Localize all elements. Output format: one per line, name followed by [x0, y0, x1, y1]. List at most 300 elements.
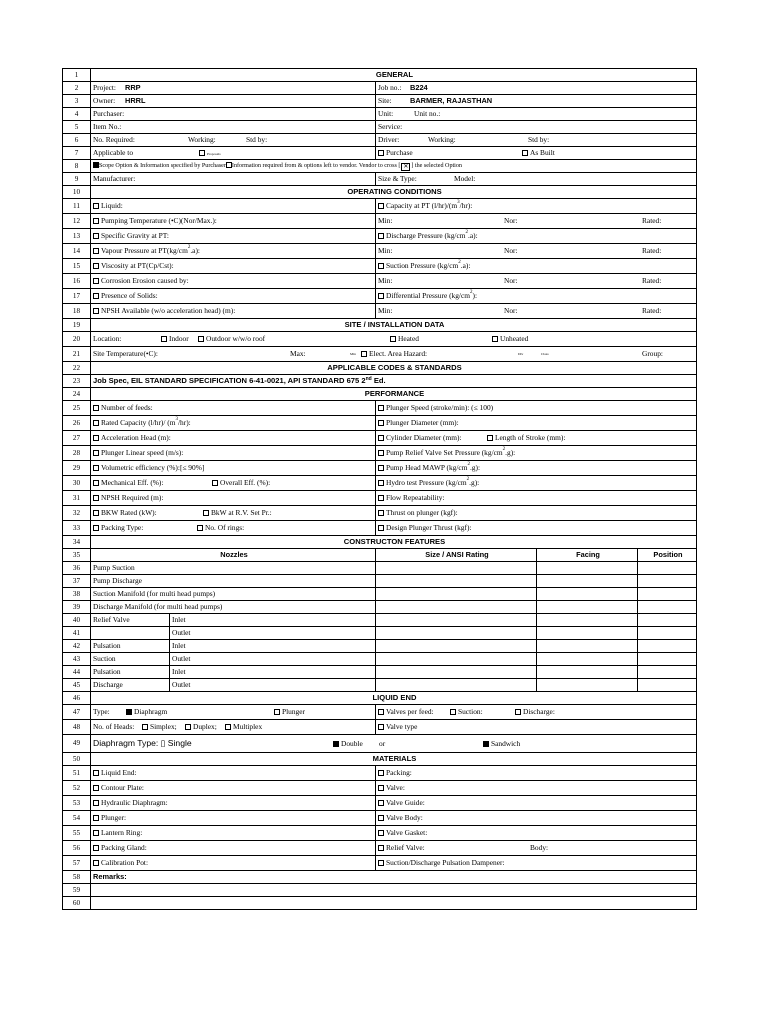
remarks-line[interactable]: [91, 897, 696, 909]
bkw-field[interactable]: [91, 506, 376, 520]
no-of-rings-option[interactable]: No. Of rings:: [197, 521, 244, 535]
thrust-on-plunger-field[interactable]: Thrust on plunger (kgf):: [376, 506, 696, 520]
row-number: 55: [63, 826, 91, 840]
nozzle-pulsation-suction: Pulsation: [91, 640, 170, 652]
row-58: [63, 871, 696, 884]
diaphragm-option[interactable]: Diaphragm: [126, 705, 167, 719]
checkbox-icon[interactable]: [378, 800, 384, 806]
row-number: 34: [63, 536, 91, 548]
size-cell[interactable]: [376, 601, 537, 613]
position-cell[interactable]: [638, 627, 696, 639]
row-number: 38: [63, 588, 91, 600]
row-number: 16: [63, 274, 91, 288]
position-cell[interactable]: [638, 666, 696, 678]
min-label: Min:: [378, 276, 393, 285]
checkbox-icon[interactable]: [378, 420, 384, 426]
section-header-codes-standards: APPLICABLE CODES & STANDARDS: [327, 363, 462, 372]
std-by-label: Std by:: [246, 135, 268, 144]
row-15: [63, 259, 696, 274]
packing-field[interactable]: [91, 521, 376, 535]
row-number: 53: [63, 796, 91, 810]
size-cell[interactable]: [376, 627, 537, 639]
remarks-label[interactable]: Remarks:: [93, 872, 127, 881]
rated-label: Rated:: [642, 216, 662, 225]
overall-eff-option[interactable]: Overall Eff. (%):: [212, 476, 270, 490]
indoor-option[interactable]: Indoor: [161, 332, 189, 346]
differential-range-field[interactable]: [376, 304, 696, 318]
size-cell[interactable]: [376, 679, 537, 691]
row-number: 43: [63, 653, 91, 665]
row-32: [63, 506, 696, 521]
liquid-label: Liquid:: [101, 201, 123, 210]
suction-pressure-field[interactable]: Suction Pressure $(kg/cm^2.a)$:: [376, 259, 696, 273]
pulsation-dampener-field[interactable]: Suction/Discharge Pulsation Dampener:: [376, 856, 696, 870]
checkbox-icon[interactable]: [199, 150, 205, 156]
discharge-range-field[interactable]: [376, 244, 696, 258]
outdoor-option[interactable]: Outdoor w/w/o roof: [198, 332, 265, 346]
discharge-pressure-field[interactable]: Discharge Pressure $(kg/cm^2.a)$:: [376, 229, 696, 243]
checkbox-icon[interactable]: [378, 150, 384, 156]
nor-label: Nor:: [504, 306, 518, 315]
nozzle-inlet: Inlet: [170, 666, 376, 678]
item-no-field[interactable]: [91, 121, 376, 133]
checkbox-icon[interactable]: [93, 770, 99, 776]
checkbox-icon[interactable]: [378, 510, 384, 516]
checkbox-icon[interactable]: [515, 709, 521, 715]
checkbox-icon[interactable]: [93, 465, 99, 471]
nozzle-suction-manifold: Suction Manifold (for multi head pumps): [91, 588, 376, 600]
checkbox-icon[interactable]: [378, 203, 384, 209]
unit-field[interactable]: [376, 108, 696, 120]
row-24: [63, 388, 696, 401]
group-label: Group:: [642, 349, 663, 358]
purchaser-label: Purchaser:: [93, 109, 125, 118]
row-5: [63, 121, 696, 134]
position-cell[interactable]: [638, 640, 696, 652]
checkbox-icon[interactable]: [378, 724, 384, 730]
size-cell[interactable]: [376, 562, 537, 574]
checkbox-icon[interactable]: [93, 800, 99, 806]
valves-per-feed-field: [376, 705, 696, 719]
as-built-option[interactable]: As Built: [522, 147, 555, 159]
bkw-rv-set-option[interactable]: BkW at R.V. Set Pr.:: [203, 506, 272, 520]
hydraulic-diaphragm-field[interactable]: Hydraulic Diaphragm:: [91, 796, 376, 810]
valve-gasket-field[interactable]: Valve Gasket:: [376, 826, 696, 840]
filled-checkbox-icon[interactable]: [126, 709, 132, 715]
position-cell[interactable]: [638, 562, 696, 574]
checkbox-icon[interactable]: [93, 510, 99, 516]
discharge-option[interactable]: Discharge:: [515, 705, 555, 719]
position-cell[interactable]: [638, 653, 696, 665]
checkbox-icon[interactable]: [93, 525, 99, 531]
section-header-operating-conditions: OPERATING CONDITIONS: [347, 187, 442, 196]
checkbox-icon[interactable]: [93, 405, 99, 411]
purchase-option[interactable]: Purchase: [378, 147, 413, 159]
div-label: Div: [518, 352, 524, 356]
sandwich-option[interactable]: Sandwich: [483, 735, 520, 752]
lantern-ring-field[interactable]: Lantern Ring:: [91, 826, 376, 840]
heated-option[interactable]: Heated: [390, 332, 419, 346]
row-25: [63, 401, 696, 416]
facing-cell[interactable]: [537, 640, 638, 652]
valve-type-field[interactable]: Valve type: [376, 720, 696, 734]
row-number: 3: [63, 95, 91, 107]
proposals-option[interactable]: Proposals: [199, 147, 221, 159]
row-7: [63, 147, 696, 160]
service-field[interactable]: [376, 121, 696, 133]
remarks-line[interactable]: [91, 884, 696, 896]
position-cell[interactable]: [638, 679, 696, 691]
facing-cell[interactable]: [537, 601, 638, 613]
volumetric-efficiency-field[interactable]: Volumetric efficiency (%):[≤ 90%]: [91, 461, 376, 475]
row-number: 47: [63, 705, 91, 719]
row-50: [63, 753, 696, 766]
row-number: 45: [63, 679, 91, 691]
project-field[interactable]: [91, 82, 376, 94]
liquid-field[interactable]: [91, 199, 376, 213]
duplex-option[interactable]: Duplex;: [185, 720, 217, 734]
checkbox-icon[interactable]: [378, 770, 384, 776]
size-rating-header: Size / ANSI Rating: [376, 549, 537, 561]
min-label: Min:: [378, 246, 393, 255]
row-48: [63, 720, 696, 735]
nozzle-pump-suction: Pump Suction: [91, 562, 376, 574]
table-row: [63, 627, 696, 640]
owner-field[interactable]: [91, 95, 376, 107]
row-number: 10: [63, 186, 91, 198]
row-46: [63, 692, 696, 705]
row-23: [63, 375, 696, 388]
checkbox-icon[interactable]: [274, 709, 280, 715]
rated-label: Rated:: [642, 306, 662, 315]
size-cell[interactable]: [376, 588, 537, 600]
position-cell[interactable]: [638, 588, 696, 600]
valve-body-field[interactable]: Valve Body:: [376, 811, 696, 825]
row-number: 6: [63, 134, 91, 146]
site-temperature-field[interactable]: [91, 347, 696, 361]
valve-material-field[interactable]: Valve:: [376, 781, 696, 795]
facing-cell[interactable]: [537, 679, 638, 691]
service-label: Service:: [378, 122, 403, 131]
position-cell[interactable]: [638, 575, 696, 587]
row-52: [63, 781, 696, 796]
differential-pressure-field[interactable]: Differential Pressure $(kg/cm^2)$:: [376, 289, 696, 303]
checkbox-icon[interactable]: [487, 435, 493, 441]
row-number: 17: [63, 289, 91, 303]
plunger-diameter-field[interactable]: Plunger Diameter (mm):: [376, 416, 696, 430]
row-56: [63, 841, 696, 856]
model-label: Model:: [454, 174, 476, 183]
checkbox-icon[interactable]: [93, 420, 99, 426]
facing-cell[interactable]: [537, 614, 638, 626]
double-option[interactable]: Double: [333, 735, 363, 752]
suction-option[interactable]: Suction:: [450, 705, 483, 719]
row-number: 1: [63, 69, 91, 81]
checkbox-icon[interactable]: [390, 336, 396, 342]
checkbox-icon[interactable]: [161, 336, 167, 342]
nor-label: Nor:: [504, 276, 518, 285]
efficiency-field[interactable]: [91, 476, 376, 490]
vapour-pressure-field[interactable]: Vapour Pressure at $PT(kg/cm^2.a)$:: [91, 244, 376, 258]
row-number: 30: [63, 476, 91, 490]
no-required-field[interactable]: [91, 134, 376, 146]
facing-cell[interactable]: [537, 575, 638, 587]
row-6: [63, 134, 696, 147]
specific-gravity-field[interactable]: Specific Gravity at PT:: [91, 229, 376, 243]
row-9: [63, 173, 696, 186]
nozzle-inlet: Inlet: [170, 614, 376, 626]
row-number: 35: [63, 549, 91, 561]
checkbox-icon[interactable]: [93, 495, 99, 501]
position-cell[interactable]: [638, 614, 696, 626]
checkbox-icon[interactable]: [378, 525, 384, 531]
checkbox-icon[interactable]: [450, 709, 456, 715]
checkbox-icon[interactable]: [93, 278, 99, 284]
row-number: 44: [63, 666, 91, 678]
capacity-field[interactable]: Capacity at PT $(l/hr)/(m^3/hr)$:: [376, 199, 696, 213]
relief-valve-material-field[interactable]: [376, 841, 696, 855]
checkbox-icon[interactable]: [378, 293, 384, 299]
applicable-to-options: [376, 147, 696, 159]
checkbox-icon[interactable]: [378, 465, 384, 471]
mechanical-eff-option[interactable]: Mechanical Eff. (%):: [93, 476, 163, 490]
body-label: Body:: [530, 843, 549, 852]
row-47: [63, 705, 696, 720]
checkbox-icon[interactable]: [378, 405, 384, 411]
nozzle-group-cell: [91, 627, 170, 639]
checkbox-icon[interactable]: [212, 480, 218, 486]
owner-value: HRRL: [125, 96, 146, 105]
checkbox-icon[interactable]: [361, 351, 367, 357]
nozzle-relief-valve: Relief Valve: [91, 614, 170, 626]
checkbox-icon[interactable]: [378, 450, 384, 456]
min-label: Min:: [378, 216, 393, 225]
row-30: [63, 476, 696, 491]
checkbox-icon[interactable]: [225, 724, 231, 730]
filled-checkbox-icon[interactable]: [483, 741, 489, 747]
rated-capacity-field[interactable]: Rated Capacity (l/hr)/ $(m^3/hr)$:: [91, 416, 376, 430]
checkbox-icon[interactable]: [378, 435, 384, 441]
site-value: BARMER, RAJASTHAN: [410, 96, 493, 105]
rated-label: Rated:: [642, 276, 662, 285]
diaphragm-type-field: [91, 735, 696, 752]
acceleration-head-field[interactable]: Acceleration Head (m):: [91, 431, 376, 445]
size-cell[interactable]: [376, 614, 537, 626]
manufacturer-label: Manufacturer:: [93, 174, 136, 183]
checkbox-icon[interactable]: [185, 724, 191, 730]
contour-plate-field[interactable]: Contour Plate:: [91, 781, 376, 795]
checkbox-icon[interactable]: [93, 860, 99, 866]
driver-field[interactable]: [376, 134, 696, 146]
row-number: 39: [63, 601, 91, 613]
checkbox-icon[interactable]: [93, 248, 99, 254]
checkbox-icon[interactable]: [378, 480, 384, 486]
unheated-option[interactable]: Unheated: [492, 332, 528, 346]
valves-per-feed-option[interactable]: Valves per feed:: [378, 705, 434, 719]
corrosion-field[interactable]: Corrosion Erosion caused by:: [91, 274, 376, 288]
bkw-rated-option[interactable]: BKW Rated (kW):: [93, 506, 157, 520]
facing-cell[interactable]: [537, 627, 638, 639]
checkbox-icon[interactable]: [378, 495, 384, 501]
flow-repeatability-field[interactable]: Flow Repeatability:: [376, 491, 696, 505]
valve-guide-field[interactable]: Valve Guide:: [376, 796, 696, 810]
npsh-available-field[interactable]: NPSH Available (w/o acceleration head) (m):: [91, 304, 376, 318]
row-number: 59: [63, 884, 91, 896]
plunger-linear-speed-field[interactable]: Plunger Linear speed (m/s):: [91, 446, 376, 460]
site-field[interactable]: [376, 95, 696, 107]
facing-cell[interactable]: [537, 588, 638, 600]
presence-of-solids-field[interactable]: Presence of Solids:: [91, 289, 376, 303]
packing-gland-field[interactable]: Packing Gland:: [91, 841, 376, 855]
min-label: Min: [350, 352, 356, 356]
checkbox-icon[interactable]: [93, 480, 99, 486]
checkbox-icon[interactable]: [378, 233, 384, 239]
position-cell[interactable]: [638, 601, 696, 613]
facing-cell[interactable]: [537, 666, 638, 678]
row-3: [63, 95, 696, 108]
nor-label: Nor:: [504, 246, 518, 255]
size-cell[interactable]: [376, 640, 537, 652]
row-21: [63, 347, 696, 362]
plunger-speed-field[interactable]: Plunger Speed (stroke/min): (≤ 100): [376, 401, 696, 415]
checkbox-icon[interactable]: [378, 815, 384, 821]
facing-cell[interactable]: [537, 653, 638, 665]
row-number: 21: [63, 347, 91, 361]
checkbox-icon[interactable]: [142, 724, 148, 730]
row-17: [63, 289, 696, 304]
manufacturer-field[interactable]: [91, 173, 376, 185]
row-number: 13: [63, 229, 91, 243]
job-no-field[interactable]: [376, 82, 696, 94]
row-number: 26: [63, 416, 91, 430]
row-number: 27: [63, 431, 91, 445]
simplex-option[interactable]: Simplex;: [142, 720, 177, 734]
section-header-construction-features: CONSTRUCTON FEATURES: [343, 537, 446, 546]
row-number: 51: [63, 766, 91, 780]
size-cell[interactable]: [376, 666, 537, 678]
checkbox-icon[interactable]: [378, 785, 384, 791]
row-8: [63, 160, 696, 173]
checkbox-icon[interactable]: [93, 203, 99, 209]
suction-range-field[interactable]: [376, 274, 696, 288]
no-of-heads-field: [91, 720, 376, 734]
checkbox-icon[interactable]: [198, 336, 204, 342]
size-type-field[interactable]: [376, 173, 696, 185]
checkbox-icon[interactable]: [378, 845, 384, 851]
row-28: [63, 446, 696, 461]
datasheet-table: [62, 68, 697, 910]
checkbox-icon[interactable]: [492, 336, 498, 342]
facing-cell[interactable]: [537, 562, 638, 574]
section-header-liquid-end: LIQUID END: [372, 693, 417, 702]
design-plunger-thrust-field[interactable]: Design Plunger Thrust (kgf):: [376, 521, 696, 535]
plunger-material-field[interactable]: Plunger:: [91, 811, 376, 825]
checkbox-icon[interactable]: [93, 785, 99, 791]
size-cell[interactable]: [376, 575, 537, 587]
temp-range-field[interactable]: [376, 214, 696, 228]
checkbox-icon[interactable]: [93, 218, 99, 224]
viscosity-field[interactable]: Viscosity at PT(Cp/Cst):: [91, 259, 376, 273]
checkbox-icon[interactable]: [93, 450, 99, 456]
working-label: Working:: [188, 135, 216, 144]
purchaser-field[interactable]: [91, 108, 376, 120]
checkbox-icon[interactable]: [378, 709, 384, 715]
liquid-end-material-field[interactable]: Liquid End:: [91, 766, 376, 780]
row-number: 32: [63, 506, 91, 520]
npsh-required-field[interactable]: NPSH Required (m):: [91, 491, 376, 505]
length-of-stroke-option[interactable]: Length of Stroke (mm):: [487, 431, 565, 445]
row-49: [63, 735, 696, 753]
size-type-label: Size & Type:: [378, 174, 417, 183]
multiplex-option[interactable]: Multiplex: [225, 720, 262, 734]
row-number: 4: [63, 108, 91, 120]
driver-working-label: Working:: [428, 135, 456, 144]
relief-valve-set-pressure-field[interactable]: Pump Relief Valve Set Pressure $(kg/cm^2.g)$:: [376, 446, 696, 460]
cylinder-diameter-field[interactable]: [376, 431, 696, 445]
checkbox-icon[interactable]: [93, 830, 99, 836]
pump-head-mawp-field[interactable]: Pump Head MAWP $(kg/cm^2.g)$:: [376, 461, 696, 475]
row-number: 40: [63, 614, 91, 626]
facing-header: Facing: [537, 549, 638, 561]
checkbox-icon[interactable]: [197, 525, 203, 531]
checkbox-icon[interactable]: [522, 150, 528, 156]
table-row: [63, 562, 696, 575]
checkbox-icon[interactable]: [378, 830, 384, 836]
checkbox-icon[interactable]: [93, 308, 99, 314]
checkbox-icon[interactable]: [378, 860, 384, 866]
packing-type-option[interactable]: Packing Type:: [93, 521, 143, 535]
plunger-option[interactable]: Plunger: [274, 705, 305, 719]
checkbox-icon[interactable]: [378, 263, 384, 269]
row-number: 24: [63, 388, 91, 400]
size-cell[interactable]: [376, 653, 537, 665]
number-of-feeds-field[interactable]: Number of feeds:: [91, 401, 376, 415]
row-number: 60: [63, 897, 91, 909]
driver-label: Driver:: [378, 135, 400, 144]
pumping-temperature-field[interactable]: Pumping Temperature (•C)(Nor/Max.):: [91, 214, 376, 228]
checkbox-icon[interactable]: [93, 233, 99, 239]
row-number: 31: [63, 491, 91, 505]
filled-checkbox-icon[interactable]: [333, 741, 339, 747]
table-row: [63, 575, 696, 588]
section-header-general: GENERAL: [375, 70, 414, 79]
row-55: [63, 826, 696, 841]
cylinder-diameter-option[interactable]: Cylinder Diameter (mm):: [378, 431, 462, 445]
row-number: 58: [63, 871, 91, 883]
row-29: [63, 461, 696, 476]
nozzle-discharge-manifold: Discharge Manifold (for multi head pumps): [91, 601, 376, 613]
checkbox-icon[interactable]: [93, 815, 99, 821]
checkbox-icon[interactable]: [93, 293, 99, 299]
row-number: 50: [63, 753, 91, 765]
diaphragm-type-single[interactable]: Diaphragm Type: ▯ Single: [93, 738, 192, 748]
row-2: [63, 82, 696, 95]
checkbox-icon[interactable]: [203, 510, 209, 516]
row-number: 49: [63, 735, 91, 752]
hydro-test-pressure-field[interactable]: Hydro test Pressure $(kg/cm^2.g)$:: [376, 476, 696, 490]
elect-area-hazard-option[interactable]: Elect. Area Hazard:: [361, 347, 427, 361]
row-number: 19: [63, 319, 91, 331]
packing-material-field[interactable]: Packing:: [376, 766, 696, 780]
checkbox-icon[interactable]: [93, 263, 99, 269]
checkbox-icon[interactable]: [93, 435, 99, 441]
relief-valve-option[interactable]: Relief Valve:: [378, 841, 425, 855]
checkbox-icon[interactable]: [93, 845, 99, 851]
calibration-pot-field[interactable]: Calibration Pot:: [91, 856, 376, 870]
site-label: Site:: [378, 96, 392, 105]
row-number: 57: [63, 856, 91, 870]
row-number: 48: [63, 720, 91, 734]
